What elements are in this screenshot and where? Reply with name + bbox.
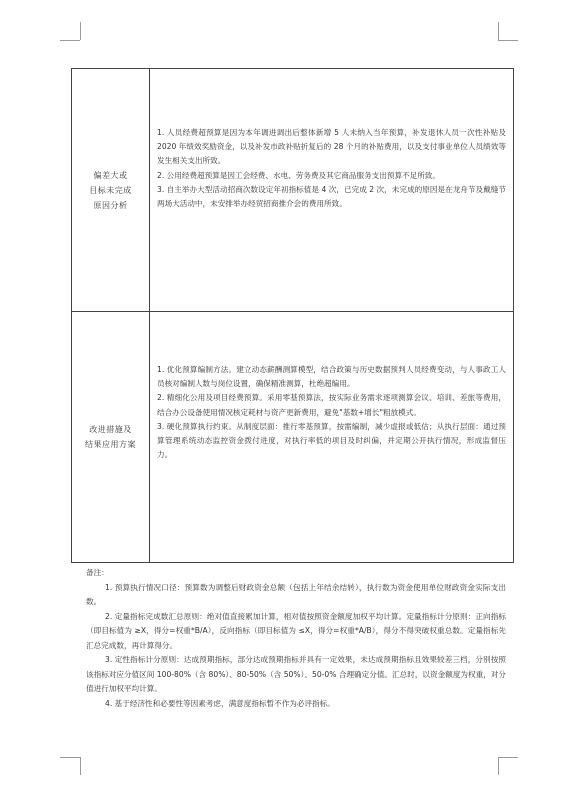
note-item-4: 4. 基于经济性和必要性等因素考虑，满意度指标暂不作为必评指标。 bbox=[105, 698, 335, 708]
note-item-2: 2. 定量指标完成数汇总原则：绝对值直接累加计算，相对值按照资金额度加权平均计算。定量指标计分原则：正向指标（即目标值为 ≥X，得分=权重*B/A），反向指标（即目标值为 ≤X，得分=权重*A/B），得分不得突破权重总数。定量指标先汇总完成数，再计算得分。 bbox=[86, 611, 506, 650]
measure-item-3: 3. 硬化预算执行约束。从制度层面：推行零基预算，按需编制，减少虚报或低估；从执行层面：通过预算管理系统动态监控资金拨付进度，对执行率低的项目及时纠偏，并定期公开执行情况，形成监督压力。 bbox=[157, 421, 506, 460]
crop-mark-bottom-left bbox=[80, 757, 81, 775]
crop-mark-bottom-right bbox=[498, 757, 499, 775]
table-row-improvement-plan bbox=[72, 312, 513, 562]
analysis-item-3: 3. 自主举办大型活动招商次数设定年初指标值是 4 次，已完成 2 次，未完成的原因是在龙舟节及戴缝节两场大活动中，未安排举办经贸招商推介会的费用所致。 bbox=[157, 184, 506, 209]
row-content-cell bbox=[150, 69, 513, 311]
measure-item-2: 2. 精细化公用及项目经费预算。采用零基预算法，按实际业务需求逐项测算会议、培训、差旅等费用，结合办公设备使用情况核定耗材与资产更新费用，避免"基数+增长"粗放模式。 bbox=[157, 393, 506, 417]
note-item-1: 1. 预算执行情况口径：预算数为调整后财政资金总额（包括上年结余结转），执行数为资金使用单位财政资金实际支出数。 bbox=[86, 582, 506, 606]
row-label-cell bbox=[72, 312, 150, 562]
crop-mark-top-left-h bbox=[60, 40, 80, 41]
crop-mark-bottom-right-h bbox=[498, 757, 518, 758]
row-label: 偏差大或 目标未完成 原因分析 bbox=[89, 170, 132, 210]
crop-mark-top-left bbox=[80, 22, 81, 40]
evaluation-table bbox=[71, 68, 514, 563]
analysis-item-2: 2. 公用经费超预算是因工会经费、水电、劳务费及其它商品服务支出预算不足所致。 bbox=[157, 170, 441, 180]
notes-section bbox=[86, 566, 506, 711]
crop-mark-top-right bbox=[498, 22, 499, 40]
table-row-deviation-analysis bbox=[72, 69, 513, 312]
note-item-3: 3. 定性指标计分原则：达成预期指标，部分达成预期指标并具有一定效果，未达成预期指标且效果较差三档，分别按照该指标对应分值区间 100-80%（含 80%）、80-50%（含 50%）、50-0% 合理确定分值。汇总时，以资金额度为权重，对分值进行加权平均计算。 bbox=[86, 655, 506, 693]
crop-mark-bottom-left-h bbox=[60, 757, 80, 758]
row-content-cell bbox=[150, 312, 513, 562]
row-label-cell bbox=[72, 69, 150, 311]
analysis-item-1: 1. 人员经费超预算是因为本年调进调出后整体新增 5 人未纳入当年预算，补发退休人员一次性补贴及 2020 年绩效奖励资金，以及补发市政补贴折复后的 28 个月的补贴费用，以及支付事业单位人员绩效等发生相关支出所致。 bbox=[157, 128, 506, 166]
crop-mark-top-right-h bbox=[498, 40, 518, 41]
notes-title: 备注： bbox=[86, 568, 109, 577]
measure-item-1: 1. 优化预算编制方法。建立动态薪酬测算模型，结合政策与历史数据预判人员经费变动，与人事政工人员核对编制人数与岗位设置，确保精准测算，杜绝超编用。 bbox=[157, 365, 506, 389]
row-label: 改进措施及 结果应用方案 bbox=[85, 425, 136, 449]
